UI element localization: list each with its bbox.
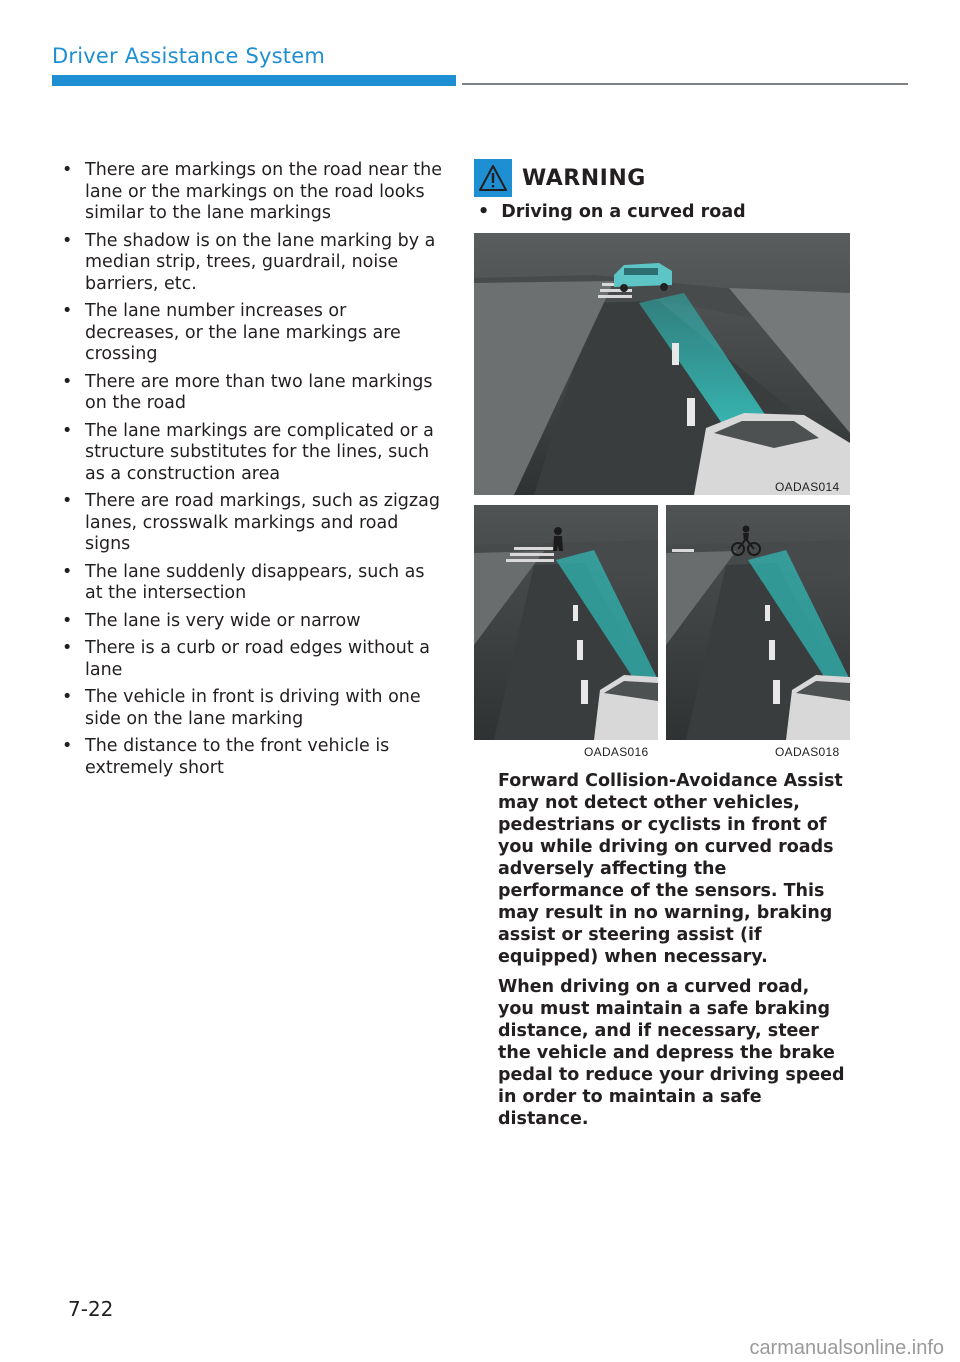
watermark: carmanualsonline.info (749, 1337, 944, 1359)
warning-body (498, 770, 850, 1138)
section-title: Driver Assistance System (52, 44, 325, 68)
bullet-dot-icon: • (62, 301, 73, 321)
bullet-dot-icon: • (62, 638, 73, 658)
bullet-dot-icon: • (62, 420, 73, 441)
bullet-dot-icon: • (62, 160, 73, 180)
bullet-dot-icon: • (62, 687, 73, 707)
warning-triangle-icon (474, 159, 512, 197)
list-item: • The distance to the front vehicle is extremely short (62, 736, 390, 778)
header-rule (462, 83, 908, 85)
list-item: • There is a curb or road edges without a lane (62, 638, 430, 680)
list-item: • The lane is very wide or narrow (62, 610, 361, 631)
bullet-dot-icon: • (62, 230, 73, 251)
header-accent-bar (52, 75, 456, 86)
bullet-dot-icon: • (62, 491, 73, 511)
figure-code: OADAS016 (584, 745, 649, 759)
bullet-dot-icon: • (478, 202, 490, 222)
conditions-list (62, 160, 442, 785)
list-item: • There are more than two lane markings on the road (62, 371, 433, 413)
figure-code: OADAS018 (775, 745, 840, 759)
page-number: 7-22 (68, 1297, 114, 1321)
figure-curved-road-cyclist (666, 505, 850, 740)
warning-paragraph: Forward Collision-Avoidance Assist may not detect other vehicles, pedestrians or cyclists in front of you while driving on curved roads adversely affecting the performance of the sensors. This may result in no warning, braking assist or steering assist (if equipped) when necessary. (498, 771, 843, 967)
list-item: • The lane suddenly disappears, such as at the intersection (62, 561, 425, 603)
list-item: • There are road markings, such as zigzag lanes, crosswalk markings and road signs (62, 491, 440, 554)
list-item: • There are markings on the road near the lane or the markings on the road looks similar to the lane markings (62, 160, 443, 223)
bullet-dot-icon: • (62, 561, 73, 582)
list-item: • The shadow is on the lane marking by a median strip, trees, guardrail, noise barriers, etc. (62, 230, 436, 294)
figure-curved-road-pedestrian (474, 505, 658, 740)
warning-paragraph: When driving on a curved road, you must maintain a safe braking distance, and if necessary, steer the vehicle and depress the brake pedal to reduce your driving speed in order to maintain a safe distance. (498, 977, 845, 1129)
list-item: • The lane number increases or decreases, or the lane markings are crossing (62, 301, 401, 364)
bullet-dot-icon: • (62, 371, 73, 392)
warning-bullet: • Driving on a curved road (478, 202, 746, 222)
figure-curved-road-vehicle (474, 233, 850, 495)
figure-code: OADAS014 (775, 480, 840, 494)
warning-label: WARNING (522, 165, 646, 191)
bullet-dot-icon: • (62, 610, 73, 631)
list-item: • The vehicle in front is driving with one side on the lane marking (62, 687, 421, 729)
list-item: • The lane markings are complicated or a structure substitutes for the lines, such as a construction area (62, 420, 434, 484)
bullet-dot-icon: • (62, 736, 73, 756)
warning-header (474, 158, 646, 198)
